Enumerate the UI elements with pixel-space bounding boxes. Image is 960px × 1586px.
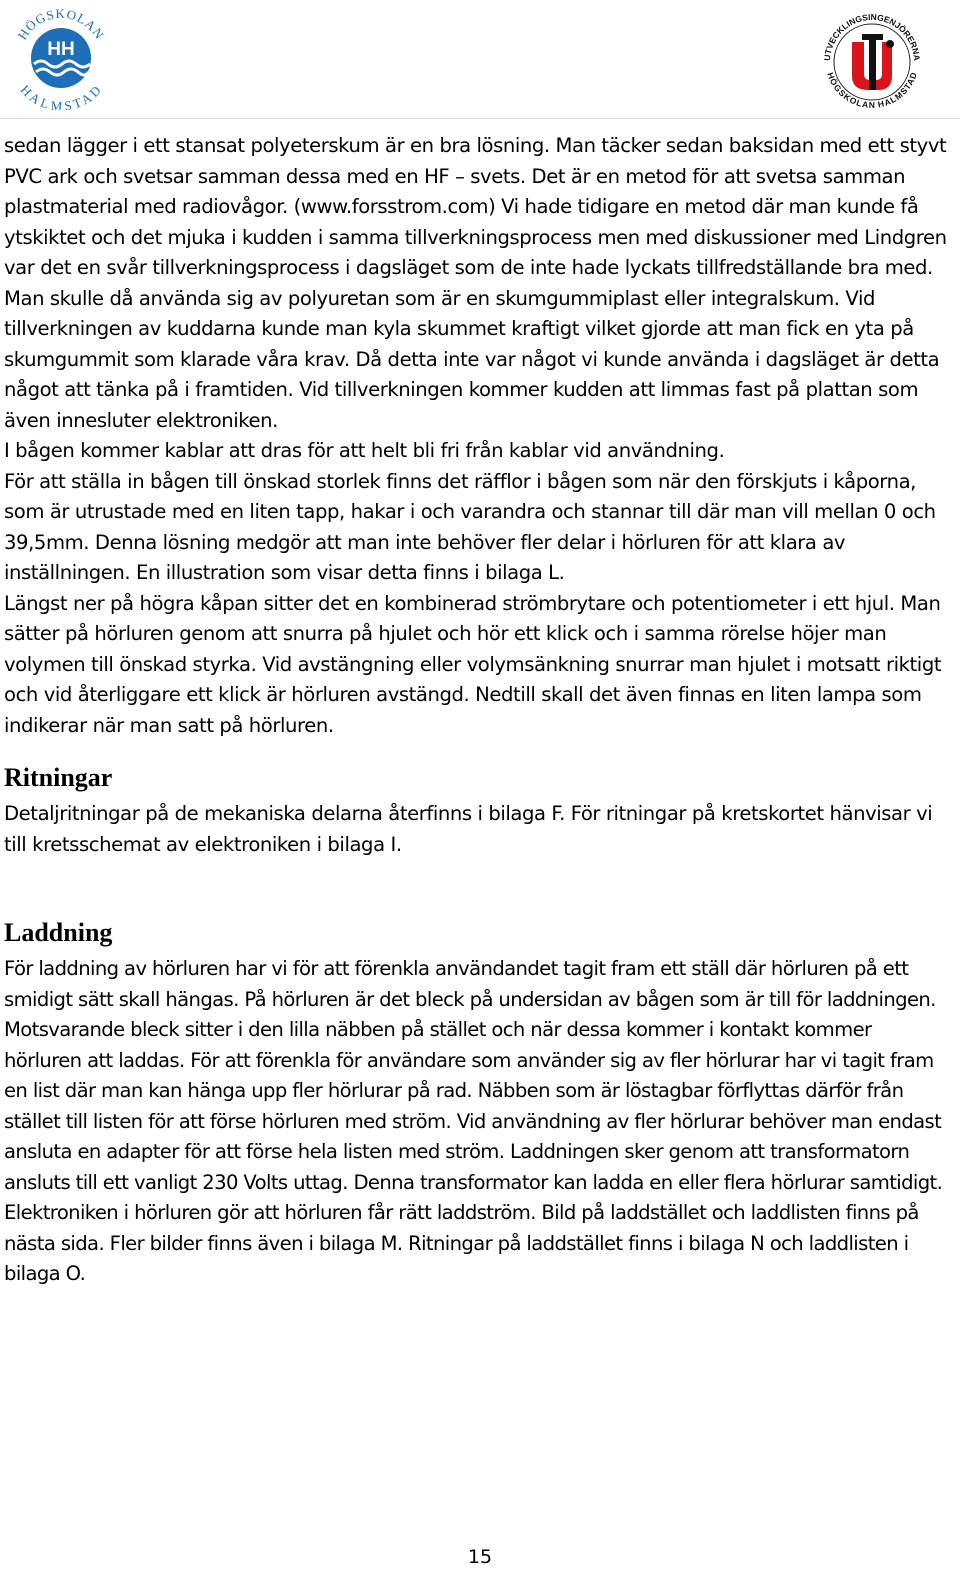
logo-top-text: UTVECKLINGSINGENJÖRERNA [821, 11, 923, 62]
laddning-paragraph: För laddning av hörluren har vi för att förenkla användandet tagit fram ett ställ där hörluren på ett smidigt sätt skall hängas. På hörluren är det bleck på undersidan av bågen som är till för laddningen. Motsvarande bleck sitter i den lilla näbben på stället och när dessa kommer i kontakt kommer hörluren att laddas. För att förenkla för användare som använder sig av fler hörlurar har vi tagit fram en list där man kan hänga upp fler hörlurar på rad. Näbben som är löstagbar förflyttas därför från stället till listen för att förse hörluren med ström. Vid användning av fler hörlurar behöver man endast ansluta en adapter för att förse hela listen med ström. Laddningen sker genom att transformatorn ansluts till ett vanligt 230 Volts uttag. Denna transformator kan ladda en eller flera hörlurar samtidigt. Elektroniken i hörluren gör att hörluren får rätt laddström. Bild på laddstället och laddlisten finns på nästa sida. Fler bilder finns även i bilaga M. Ritningar på laddstället finns i bilaga N och laddlisten i bilaga O. [4, 957, 943, 1285]
logo-bottom-text: HÖGSKOLAN HALMSTAD [825, 71, 919, 110]
section-heading-laddning: Laddning [4, 918, 113, 947]
page-header [0, 0, 960, 119]
page-content [4, 131, 950, 1290]
body-paragraph: sedan lägger i ett stansat polyeterskum är en bra lösning. Man täcker sedan baksidan med ett styvt PVC ark och svetsar samman dessa med en HF – svets. Det är en metod för att svetsa samman plastmaterial med radiovågor. (www.forsstrom.com) Vi hade tidigare en metod där man kunde få ytskiktet och det mjuka i kudden i samma tillverkningsprocess men med diskussioner med Lindgren var det en svår tillverkningsprocess i dagsläget som de inte hade lyckats tillfredställande bra med. Man skulle då använda sig av polyuretan som är en skumgummiplast eller integralskum. Vid tillverkningen av kuddarna kunde man kyla skummet kraftigt vilket gjorde att man fick en yta på skumgummit som klarade våra krav. Då detta inte var något vi kunde använda i dagsläget är detta något att tänka på i framtiden. Vid tillverkningen kommer kudden att limmas fast på plattan som även innesluter elektroniken. [4, 134, 947, 432]
ritningar-paragraph: Detaljritningar på de mekaniska delarna återfinns i bilaga F. För ritningar på kretskortet hänvisar vi till kretsschemat av elektroniken i bilaga I. [4, 802, 933, 856]
logo-mark: HH [47, 39, 75, 60]
utvecklingsingenjorerna-logo [818, 4, 926, 112]
logo-top-text: HÖGSKOLAN [14, 5, 108, 43]
hogskolan-halmstad-logo [8, 2, 114, 110]
page-number: 15 [467, 1546, 493, 1568]
body-paragraph: I bågen kommer kablar att dras för att helt bli fri från kablar vid användning. [4, 439, 725, 462]
body-paragraph: För att ställa in bågen till önskad storlek finns det räfflor i bågen som när den förskjuts i kåporna, som är utrustade med en liten tapp, hakar i och varandra och stannar till där man vill mellan 0 och 39,5mm. Denna lösning medgör att man inte behöver fler delar i hörluren för att klara av inställningen. En illustration som visar detta finns i bilaga L. [4, 469, 936, 584]
logo-bottom-text: HALMSTAD [17, 82, 105, 110]
body-paragraph: Längst ner på högra kåpan sitter det en kombinerad strömbrytare och potentiometer i ett hjul. Man sätter på hörluren genom att snurra på hjulet och hör ett klick och i samma rörelse höjer man volymen till önskad styrka. Vid avstängning eller volymsänkning snurrar man hjulet i motsatt riktigt och vid återliggare ett klick är hörluren avstängd. Nedtill skall det även finnas en liten lampa som indikerar när man satt på hörluren. [4, 591, 942, 737]
section-heading-ritningar: Ritningar [4, 763, 113, 792]
